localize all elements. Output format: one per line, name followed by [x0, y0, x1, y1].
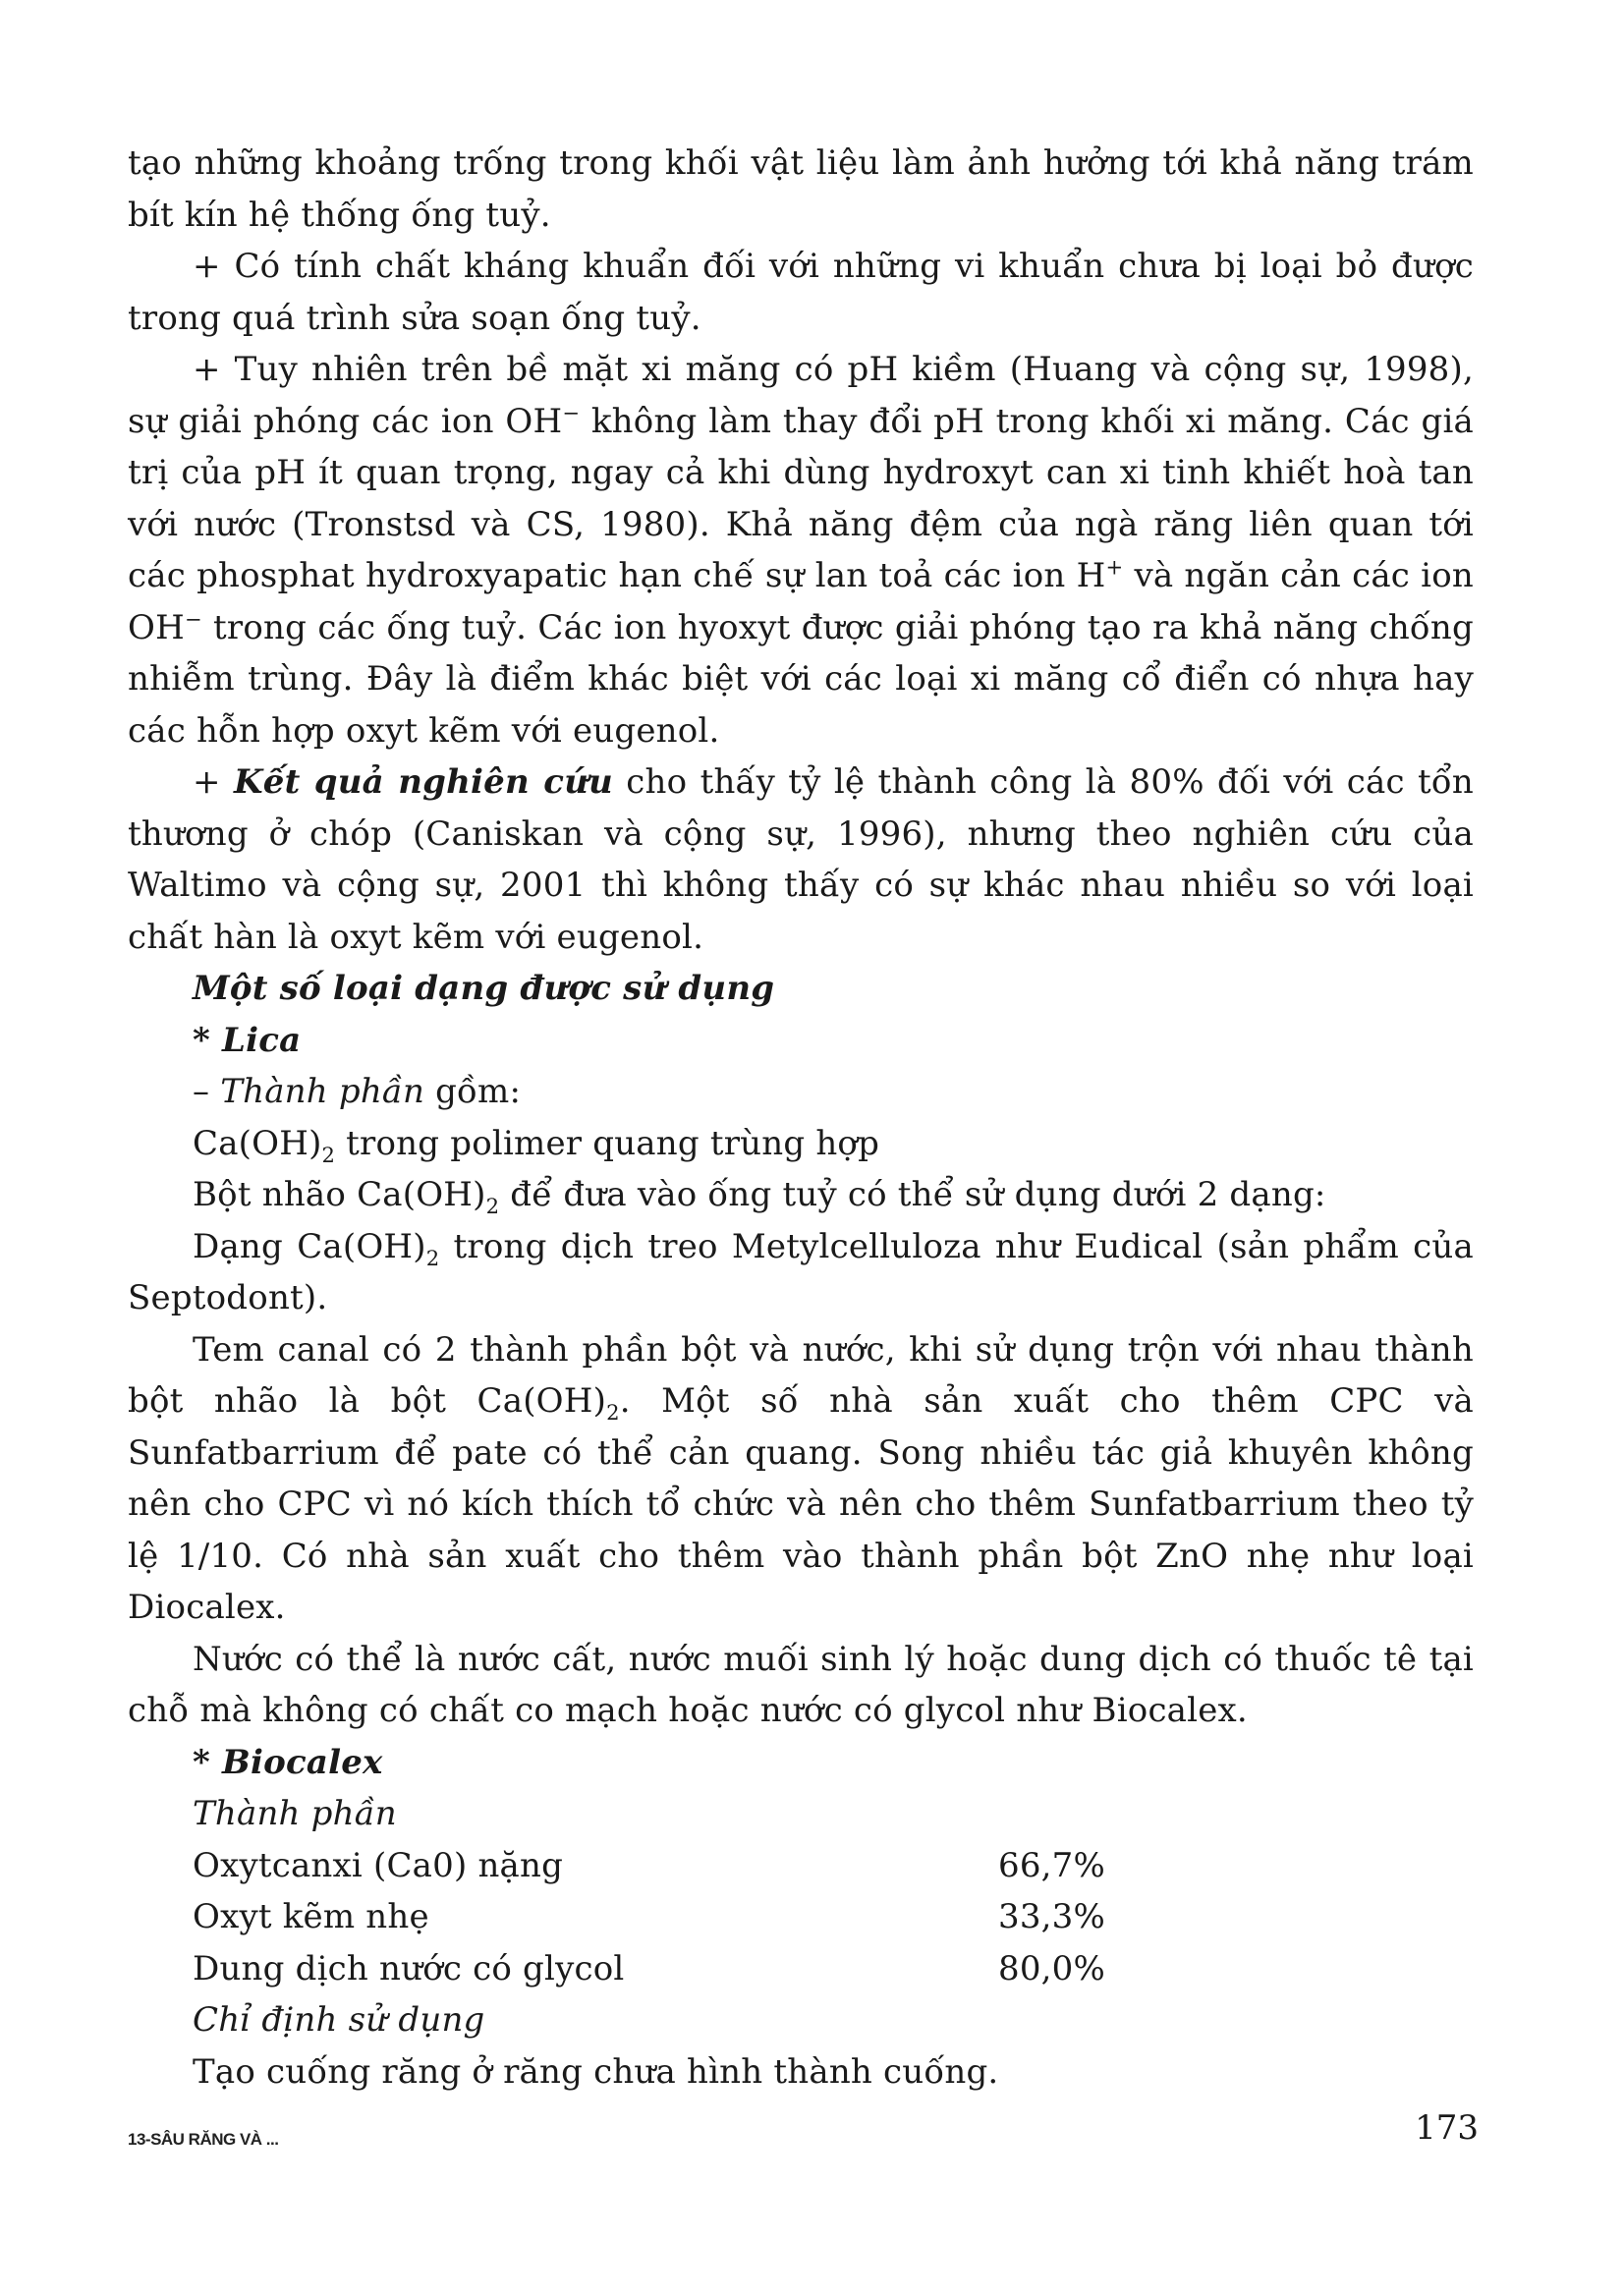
- composition-row: [128, 1943, 1474, 1995]
- paragraph-results: + Kết quả nghiên cứu cho thấy tỷ lệ thành công là 80% đối với các tổn thương ở chóp (Caniskan và cộng sự, 1996), nhưng theo nghiên cứu của Waltimo và cộng sự, 2001 thì không thấy có sự khác nhau nhiều so với loại chất hàn là oxyt kẽm với eugenol.: [128, 762, 1474, 957]
- heading-biocalex: * Biocalex: [193, 1742, 383, 1782]
- paragraph-antibacterial: + Có tính chất kháng khuẩn đối với những vi khuẩn chưa bị loại bỏ được trong quá trình sửa soạn ống tuỷ.: [128, 247, 1474, 338]
- lica-line-3: Dạng $Ca(OH)_2$ trong dịch treo Metylcelluloza như Eudical (sản phẩm của Septodont).: [128, 1226, 1474, 1317]
- composition-name: Oxytcanxi (Ca0) nặng: [193, 1845, 564, 1885]
- lica-line-1: $Ca(OH)_2$ trong polimer quang trùng hợp: [193, 1123, 880, 1167]
- composition-name: Dung dịch nước có glycol: [193, 1948, 625, 1988]
- footer-chapter-label: 13-SÂU RĂNG VÀ ...: [128, 2130, 279, 2149]
- paragraph-temcanal: Tem canal có 2 thành phần bột và nước, khi sử dụng trộn với nhau thành bột nhão là bột $Ca(OH)_2$. Một số nhà sản xuất cho thêm CPC và Sunfatbarrium để pate có thể cản quang. Song nhiều tác giả khuyên không nên cho CPC vì nó kích thích tổ chức và nên cho thêm Sunfatbarrium theo tỷ lệ 1/10. Có nhà sản xuất cho thêm vào thành phần bột ZnO nhẹ như loại Diocalex.: [128, 1329, 1474, 1627]
- biocalex-indication-label: Chỉ định sử dụng: [193, 2000, 485, 2040]
- heading-lica: * Lica: [193, 1020, 302, 1060]
- composition-row: [128, 1840, 1474, 1892]
- lica-composition-label: – Thành phần gồm:: [193, 1072, 522, 1111]
- heading-types-used: Một số loại dạng được sử dụng: [193, 969, 775, 1008]
- composition-value: 66,7%: [998, 1845, 1106, 1885]
- lica-line-2: Bột nhão $Ca(OH)_2$ để đưa vào ống tuỷ có thể sử dụng dưới 2 dạng:: [193, 1175, 1326, 1218]
- composition-name: Oxyt kẽm nhẹ: [193, 1897, 429, 1936]
- biocalex-composition-label: Thành phần: [193, 1794, 397, 1833]
- page-number: 173: [1415, 2108, 1479, 2148]
- composition-row: [128, 1891, 1474, 1943]
- paragraph-intro: tạo những khoảng trống trong khối vật liệu làm ảnh hưởng tới khả năng trám bít kín hệ thống ống tuỷ.: [128, 143, 1474, 235]
- composition-value: 80,0%: [998, 1948, 1106, 1988]
- page-body: [128, 138, 1474, 2098]
- paragraph-ph: + Tuy nhiên trên bề mặt xi măng có pH kiềm (Huang và cộng sự, 1998), sự giải phóng các ion OH− không làm thay đổi pH trong khối xi măng. Các giá trị của pH ít quan trọng, ngay cả khi dùng hydroxyt can xi tinh khiết hoà tan với nước (Tronstsd và CS, 1980). Khả năng đệm của ngà răng liên quan tới các phosphat hydroxyapatic hạn chế sự lan toả các ion H+ và ngăn cản các ion OH− trong các ống tuỷ. Các ion hyoxyt được giải phóng tạo ra khả năng chống nhiễm trùng. Đây là điểm khác biệt với các loại xi măng cổ điển có nhựa hay các hỗn hợp oxyt kẽm với eugenol.: [128, 350, 1474, 751]
- composition-value: 33,3%: [998, 1897, 1106, 1936]
- biocalex-indication-text: Tạo cuống răng ở răng chưa hình thành cuống.: [193, 2051, 999, 2092]
- paragraph-water: Nước có thể là nước cất, nước muối sinh lý hoặc dung dịch có thuốc tê tại chỗ mà không có chất co mạch hoặc nước có glycol như Biocalex.: [128, 1639, 1474, 1730]
